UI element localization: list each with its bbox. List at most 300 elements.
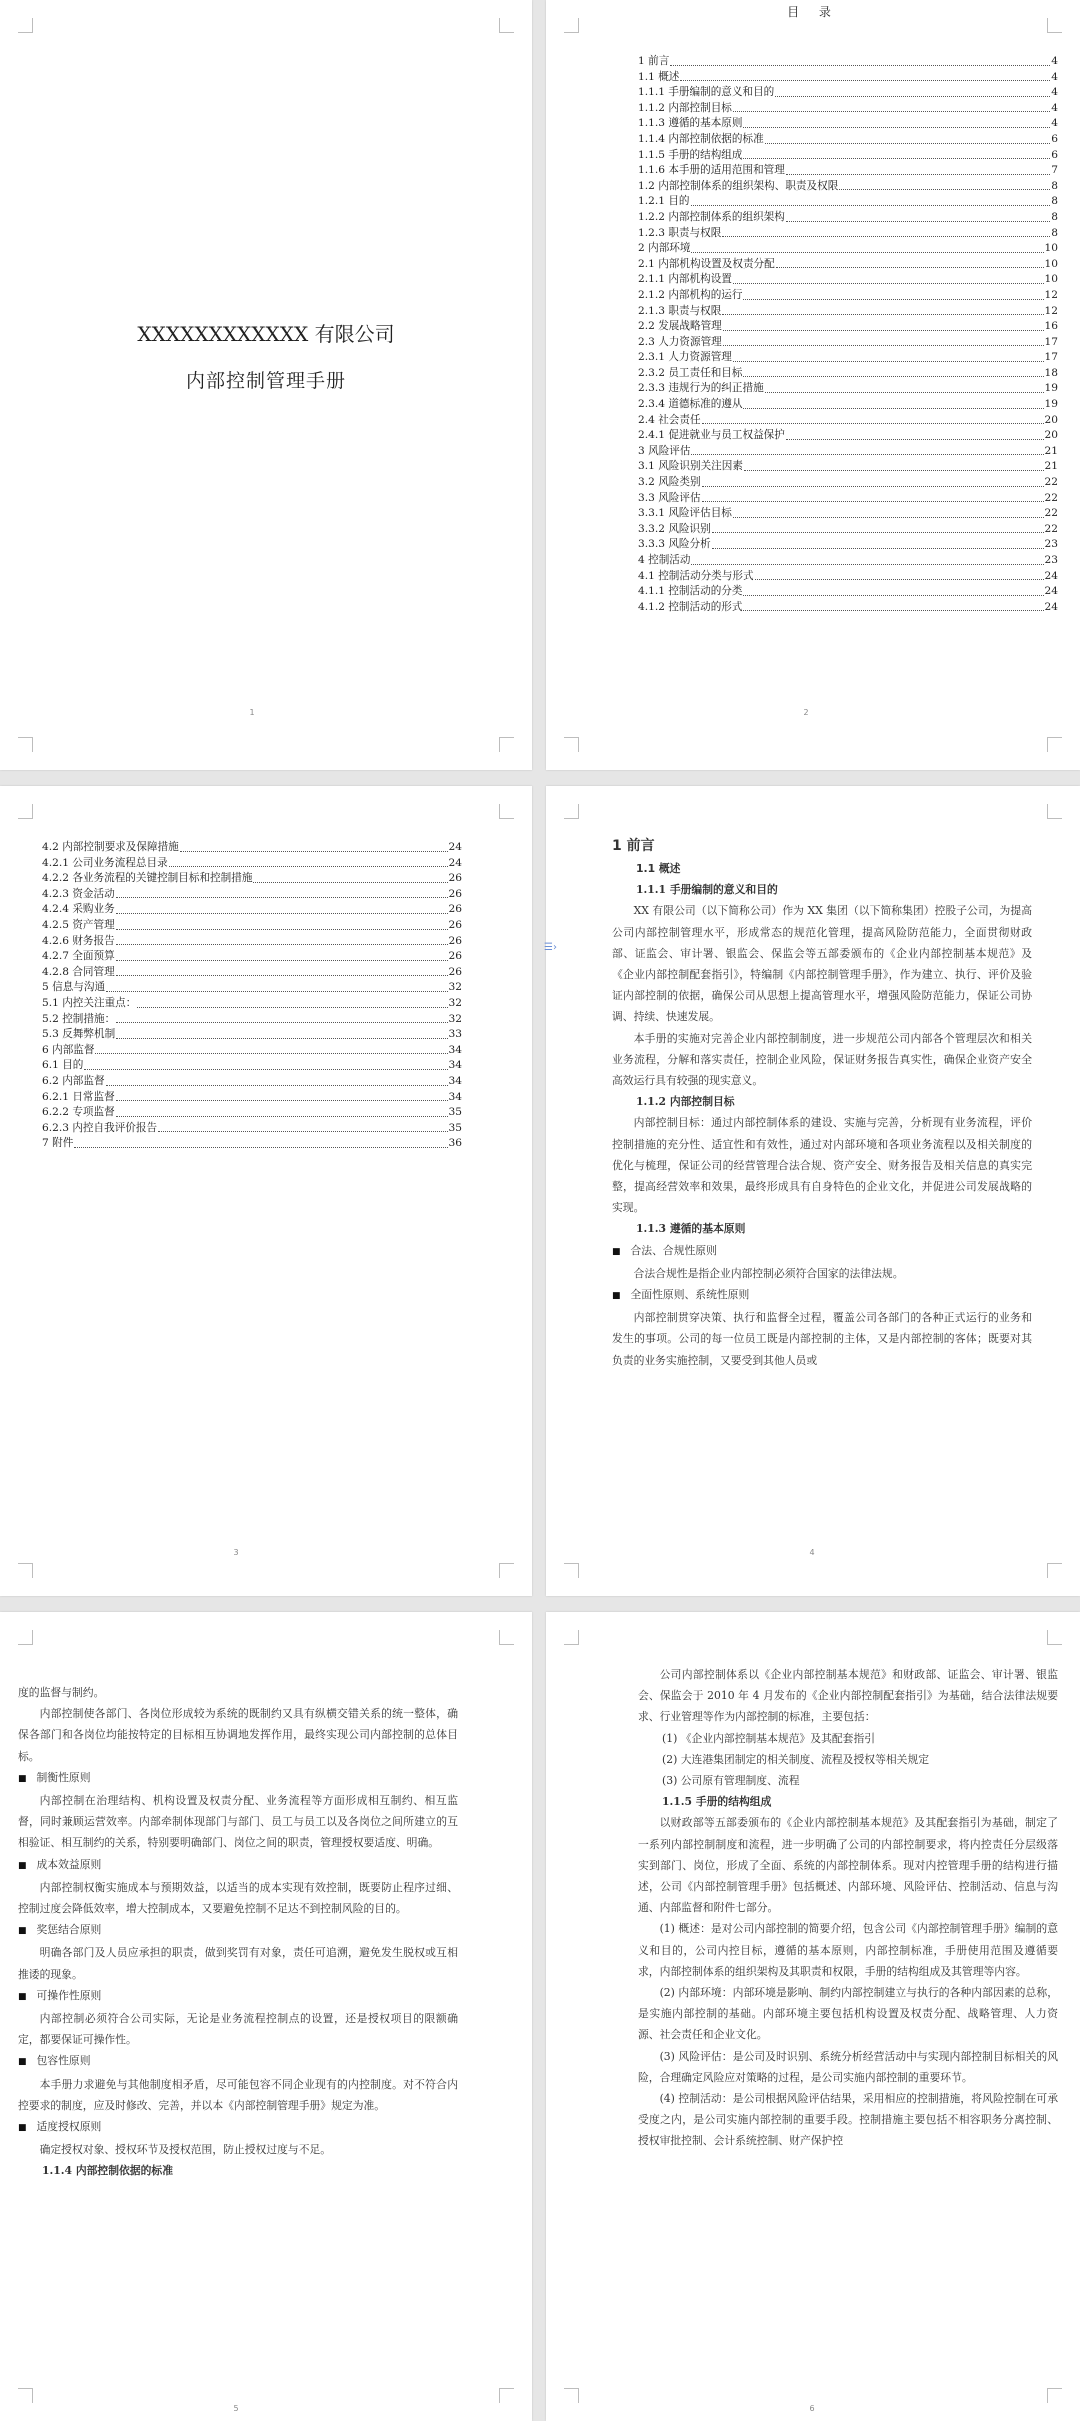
toc-entry-title: 4.2.8 合同管理 (42, 965, 115, 978)
toc-leader-dots (670, 54, 1050, 66)
toc-entry-title: 1 前言 (638, 55, 670, 67)
toc-entry-title: 1.1.3 遵循的基本原则 (638, 117, 743, 130)
toc-leader-dots (702, 491, 1044, 503)
toc-entry[interactable] (638, 319, 1058, 335)
toc-entry-title: 6.1 目的 (42, 1059, 84, 1072)
toc-entry[interactable] (638, 444, 1058, 460)
toc-leader-dots (84, 1058, 447, 1070)
toc-entry[interactable] (42, 1105, 462, 1121)
toc-entry-page: 22 (1044, 476, 1058, 489)
paragraph: 明确各部门及人员应承担的职责，做到奖罚有对象，责任可追溯，避免发生脱权或互相推诿的现象。 (18, 1946, 458, 1981)
toc-entry[interactable] (42, 918, 462, 934)
bullet-item: ■ 合法、合规性原则 (612, 1240, 1032, 1263)
paragraph: 确定授权对象、授权环节及授权范围，防止授权过度与不足。 (39, 2143, 332, 2157)
subsection-heading: 1.1.3 遵循的基本原则 (636, 1222, 746, 1236)
crop-mark (1047, 737, 1062, 752)
page-number: 3 (233, 1548, 239, 1557)
paragraph: 内部控制在治理结构、机构设置及权责分配、业务流程等方面形成相互制约、相互监督，同时兼顾运营效率。内部牵制体现部门与部门、员工与员工以及各岗位之间所建立的互相验证、相互制约的关系，特别要明确部门、岗位之间的职责，管理授权要适度、明确。 (18, 1794, 458, 1850)
subsection-heading: 1.1.1 手册编制的意义和目的 (636, 883, 778, 897)
list-item: (2) 大连港集团制定的相关制度、流程及授权等相关规定 (662, 1752, 930, 1766)
toc-leader-dots (722, 304, 1043, 316)
toc-leader-dots (702, 413, 1044, 425)
toc-leader-dots (702, 475, 1044, 487)
toc-list (42, 840, 462, 1152)
subsection-heading: 1.1.2 内部控制目标 (636, 1095, 735, 1109)
toc-entry[interactable] (638, 163, 1058, 179)
toc-entry[interactable] (42, 1058, 462, 1074)
toc-entry-title: 2.3.2 员工责任和目标 (638, 366, 743, 379)
toc-entry-title: 3 风险评估 (638, 444, 691, 457)
paragraph: 内部控制贯穿决策、执行和监督全过程，覆盖公司各部门的各种正式运行的业务和发生的事项。公司的每一位员工既是内部控制的主体，又是内部控制的客体；既要对其负责的业务实施控制，又要受到其他人员或 (612, 1311, 1032, 1367)
crop-mark (1047, 804, 1062, 819)
toc-entry-page: 7 (1051, 164, 1058, 177)
page-4-preface (546, 786, 1080, 1596)
paragraph: 度的监督与制约。 (18, 1686, 105, 1699)
toc-entry[interactable] (638, 413, 1058, 429)
toc-entry[interactable] (638, 241, 1058, 257)
paragraph: (4) 控制活动：是公司根据风险评估结果，采用相应的控制措施，将风险控制在可承受度之内，是公司实施内部控制的重要手段。控制措施主要包括不相容职务分离控制、授权审批控制、会计系统控制、财产保护控 (638, 2092, 1058, 2148)
toc-entry-title: 7 附件 (42, 1137, 74, 1150)
toc-entry[interactable] (42, 871, 462, 887)
toc-entry[interactable] (638, 600, 1058, 616)
toc-entry-title: 2.1 内部机构设置及权责分配 (638, 257, 775, 270)
paragraph: 公司内部控制体系以《企业内部控制基本规范》和财政部、证监会、审计署、银监会、保监会于 2010 年 4 月发布的《企业内部控制配套指引》为基础，结合法律法规要求、行业管理等作为内部控制的标准，主要包括： (638, 1668, 1058, 1724)
toc-entry-page: 6 (1051, 148, 1058, 161)
toc-entry-page: 10 (1044, 273, 1058, 286)
toc-entry[interactable] (42, 1136, 462, 1152)
toc-entry-page: 34 (448, 1074, 462, 1087)
toc-entry[interactable] (638, 350, 1058, 366)
toc-entry-title: 1.1.1 手册编制的意义和目的 (638, 86, 775, 99)
toc-entry-title: 2.4.1 促进就业与员工权益保护 (638, 429, 785, 442)
toc-entry-page: 24 (448, 856, 462, 869)
toc-entry-title: 2.1.1 内部机构设置 (638, 273, 732, 286)
toc-entry-page: 4 (1051, 117, 1058, 130)
toc-entry-title: 4.2.3 资金活动 (42, 887, 115, 900)
toc-leader-dots (180, 840, 448, 852)
toc-entry-title: 6.2 内部监督 (42, 1074, 105, 1087)
toc-leader-dots (691, 553, 1043, 565)
toc-entry-page: 12 (1044, 288, 1058, 301)
toc-entry-title: 2.4 社会责任 (638, 413, 701, 426)
toc-entry[interactable] (638, 226, 1058, 242)
toc-entry-title: 4 控制活动 (638, 554, 691, 566)
toc-entry[interactable] (638, 116, 1058, 132)
toc-leader-dots (116, 934, 448, 946)
toc-entry[interactable] (42, 1012, 462, 1028)
toc-entry-title: 3.1 风险识别关注因素 (638, 460, 743, 473)
page-3-toc (0, 786, 532, 1596)
toc-entry-page: 19 (1044, 398, 1058, 411)
bullet-item: ■ 包容性原则 (18, 2050, 458, 2073)
crop-mark (1047, 18, 1062, 33)
toc-leader-dots (743, 148, 1050, 160)
toc-entry-page: 34 (448, 1059, 462, 1072)
bullet-item: ■ 适度授权原则 (18, 2116, 458, 2139)
toc-leader-dots (691, 444, 1043, 456)
toc-leader-dots (755, 569, 1044, 581)
page-body (638, 1664, 1058, 2152)
toc-entry-page: 18 (1044, 366, 1058, 379)
toc-leader-dots (775, 85, 1050, 97)
toc-entry[interactable] (638, 335, 1058, 351)
toc-entry-page: 24 (448, 841, 462, 853)
page-body (18, 1682, 458, 2182)
toc-leader-dots (743, 116, 1050, 128)
toc-entry-page: 8 (1051, 226, 1058, 239)
toc-leader-dots (116, 949, 448, 961)
toc-entry[interactable] (638, 70, 1058, 86)
toc-entry-page: 26 (448, 872, 462, 885)
toc-heading: 目 录 (787, 5, 839, 19)
page-number: 6 (809, 2404, 815, 2413)
page-1-cover (0, 0, 532, 770)
toc-leader-dots (743, 584, 1043, 596)
toc-entry[interactable] (638, 584, 1058, 600)
crop-mark (499, 1563, 514, 1578)
toc-entry-page: 23 (1044, 538, 1058, 551)
crop-mark (18, 1563, 33, 1578)
toc-entry[interactable] (42, 934, 462, 950)
toc-entry[interactable] (42, 887, 462, 903)
toc-entry[interactable] (638, 304, 1058, 320)
toc-entry-page: 4 (1051, 55, 1058, 67)
toc-entry-page: 35 (448, 1121, 462, 1134)
toc-entry-title: 3.3.1 风险评估目标 (638, 507, 732, 520)
crop-mark (564, 1630, 579, 1645)
crop-mark (18, 2388, 33, 2403)
bullet-item: ■ 可操作性原则 (18, 1985, 458, 2008)
toc-entry-page: 26 (448, 918, 462, 931)
toc-entry[interactable] (638, 428, 1058, 444)
toc-entry-title: 1.2.1 目的 (638, 195, 690, 208)
toc-leader-dots (691, 194, 1051, 206)
toc-leader-dots (786, 428, 1044, 440)
toc-leader-dots (116, 1027, 447, 1039)
toc-entry[interactable] (638, 132, 1058, 148)
toc-entry[interactable] (638, 537, 1058, 553)
crop-mark (564, 804, 579, 819)
toc-entry-page: 26 (448, 887, 462, 900)
toc-leader-dots (743, 397, 1043, 409)
toc-entry[interactable] (638, 179, 1058, 195)
bullet-item: ■ 奖惩结合原则 (18, 1919, 458, 1942)
crop-mark (564, 18, 579, 33)
crop-mark (499, 1630, 514, 1645)
toc-entry[interactable] (638, 553, 1058, 569)
toc-entry-page: 21 (1044, 460, 1058, 473)
toc-leader-dots (743, 600, 1043, 612)
toc-entry[interactable] (638, 210, 1058, 226)
toc-entry-title: 4.2.1 公司业务流程总目录 (42, 856, 168, 869)
toc-entry-title: 6.2.1 日常监督 (42, 1090, 115, 1103)
toc-leader-dots (722, 226, 1050, 238)
paragraph: 合法合规性是指企业内部控制必须符合国家的法律法规。 (633, 1266, 904, 1280)
crop-mark (564, 2388, 579, 2403)
toc-entry[interactable] (638, 148, 1058, 164)
toc-leader-dots (733, 350, 1044, 362)
crop-mark (1047, 1563, 1062, 1578)
toc-entry-title: 2.1.2 内部机构的运行 (638, 288, 743, 301)
toc-leader-dots (776, 257, 1044, 269)
chapter-heading: 1 前言 (612, 838, 655, 854)
page-number: 5 (233, 2404, 239, 2413)
crop-mark (499, 2388, 514, 2403)
toc-entry-page: 8 (1051, 179, 1058, 192)
toc-entry-title: 4.2.5 资产管理 (42, 918, 115, 931)
toc-entry[interactable] (638, 569, 1058, 585)
toc-entry[interactable] (42, 840, 462, 856)
toc-entry-title: 4.2.7 全面预算 (42, 950, 115, 963)
crop-mark (499, 737, 514, 752)
toc-entry-title: 6.2.2 专项监督 (42, 1106, 115, 1119)
manual-title: 内部控制管理手册 (185, 370, 346, 392)
toc-entry-title: 3.3.2 风险识别 (638, 522, 711, 535)
toc-entry[interactable] (638, 194, 1058, 210)
toc-leader-dots (723, 319, 1044, 331)
toc-entry[interactable] (42, 996, 462, 1012)
toc-entry[interactable] (42, 1043, 462, 1059)
toc-leader-dots (743, 366, 1043, 378)
toc-entry[interactable] (42, 1121, 462, 1137)
page-number: 4 (809, 1548, 815, 1557)
toc-entry-page: 4 (1051, 86, 1058, 99)
toc-leader-dots (680, 70, 1050, 82)
toc-entry-page: 22 (1044, 522, 1058, 535)
company-name: XXXXXXXXXXXX 有限公司 (137, 322, 395, 346)
bullet-item: ■ 全面性原则、系统性原则 (612, 1284, 1032, 1307)
toc-leader-dots (712, 537, 1044, 549)
toc-leader-dots (786, 163, 1050, 175)
toc-entry-title: 1.2 内部控制体系的组织架构、职责及权限 (638, 179, 839, 192)
toc-entry-page: 8 (1051, 195, 1058, 208)
toc-entry[interactable] (638, 491, 1058, 507)
toc-entry-page: 6 (1051, 132, 1058, 145)
toc-leader-dots (116, 902, 448, 914)
toc-leader-dots (839, 179, 1050, 191)
toc-leader-dots (137, 996, 447, 1008)
toc-entry-page: 8 (1051, 210, 1058, 223)
subsection-heading: 1.1.5 手册的结构组成 (662, 1795, 772, 1809)
toc-entry-title: 5.1 内控关注重点： (42, 996, 137, 1009)
toc-entry-page: 16 (1044, 320, 1058, 333)
page-6-structure (546, 1612, 1080, 2421)
toc-entry[interactable] (42, 1027, 462, 1043)
toc-entry-page: 26 (448, 965, 462, 978)
toc-entry-page: 17 (1044, 351, 1058, 364)
toc-entry-title: 2.3.1 人力资源管理 (638, 351, 732, 364)
toc-entry-title: 2.3.3 违规行为的纠正措施 (638, 382, 764, 395)
crop-mark (1047, 1630, 1062, 1645)
toc-entry[interactable] (42, 902, 462, 918)
toc-entry-title: 3.3 风险评估 (638, 491, 701, 504)
toc-entry[interactable] (638, 101, 1058, 117)
toc-entry-page: 32 (448, 981, 462, 994)
paragraph: 内部控制权衡实施成本与预期效益，以适当的成本实现有效控制，既要防止程序过细、控制过度会降低效率，增大控制成本，又要避免控制不足达不到控制风险的目的。 (18, 1880, 458, 1916)
crop-mark (18, 804, 33, 819)
toc-entry-page: 24 (1044, 585, 1058, 598)
bullet-item: ■ 制衡性原则 (18, 1767, 458, 1790)
toc-entry-title: 4.1 控制活动分类与形式 (638, 569, 754, 582)
paragraph: (2) 内部环境：内部环境是影响、制约内部控制建立与执行的各种内部因素的总称，是实施内部控制的基础。内部环境主要包括机构设置及权责分配、战略管理、人力资源、社会责任和企业文化。 (638, 1986, 1058, 2042)
toc-entry[interactable] (42, 1074, 462, 1090)
list-item: (1) 《企业内部控制基本规范》及其配套指引 (662, 1731, 876, 1745)
toc-entry-page: 24 (1044, 600, 1058, 613)
comment-marker-icon[interactable]: ☰› (544, 942, 557, 953)
toc-entry-page: 36 (448, 1137, 462, 1150)
toc-entry[interactable] (638, 85, 1058, 101)
toc-entry[interactable] (638, 459, 1058, 475)
paragraph: XX 有限公司（以下简称公司）作为 XX 集团（以下简称集团）控股子公司，为提高公司内部控制管理水平，形成常态的规范化管理，提高风险防范能力，全面贯彻财政部、证监会、审计署、银监会、保监会等五部委颁布的《企业内部控制基本规范》及《企业内部控制配套指引》，特编制《内部控制管理手册》，作为建立、执行、评价及验证内部控制的依据，确保公司从思想上提高管理水平，增强风险防范能力，保证公司协调、持续、快速发展。 (612, 904, 1032, 1024)
toc-entry[interactable] (638, 257, 1058, 273)
toc-entry-title: 6.2.3 内控自我评价报告 (42, 1121, 158, 1134)
toc-leader-dots (116, 918, 448, 930)
page-body (612, 834, 1032, 1371)
toc-entry-title: 4.1.2 控制活动的形式 (638, 600, 743, 613)
toc-entry-title: 3.2 风险类别 (638, 476, 701, 489)
toc-entry[interactable] (42, 949, 462, 965)
toc-entry-title: 1.2.2 内部控制体系的组织架构 (638, 210, 785, 223)
page-5-principles (0, 1612, 532, 2421)
toc-entry-page: 32 (448, 996, 462, 1009)
toc-leader-dots (158, 1121, 447, 1133)
paragraph: 内部控制目标：通过内部控制体系的建设、实施与完善，分析现有业务流程，评价控制措施的充分性、适宜性和有效性，通过对内部环境和各项业务流程以及相关制度的优化与梳理，保证公司的经营管理合法合规、资产安全、财务报告及相关信息的真实完整，提高经营效率和效果，最终形成具有自身特色的企业文化，并促进公司发展战略的实现。 (612, 1116, 1032, 1215)
crop-mark (18, 18, 33, 33)
paragraph: 本手册的实施对完善企业内部控制制度，进一步规范公司内部各个管理层次和相关业务流程，分解和落实责任，控制企业风险，保证财务报告真实性，确保企业资产安全高效运行具有较强的现实意义。 (612, 1031, 1032, 1088)
toc-leader-dots (74, 1136, 447, 1148)
toc-entry-page: 23 (1044, 554, 1058, 566)
bullet-item: ■ 成本效益原则 (18, 1854, 458, 1877)
toc-entry-page: 4 (1051, 70, 1058, 83)
toc-entry[interactable] (638, 397, 1058, 413)
toc-entry-title: 2.1.3 职责与权限 (638, 304, 722, 317)
toc-leader-dots (95, 1043, 447, 1055)
toc-entry-page: 34 (448, 1090, 462, 1103)
toc-entry-title: 2 内部环境 (638, 242, 691, 255)
toc-entry[interactable] (638, 366, 1058, 382)
toc-entry-page: 26 (448, 950, 462, 963)
toc-entry-title: 1.1.2 内部控制目标 (638, 101, 732, 114)
toc-entry-title: 6 内部监督 (42, 1043, 95, 1056)
toc-entry-title: 1.1.5 手册的结构组成 (638, 148, 743, 161)
toc-entry-title: 1.1.4 内部控制依据的标准 (638, 132, 764, 145)
paragraph: 本手册力求避免与其他制度相矛盾，尽可能包容不同企业现有的内控制度。对不符合内控要求的制度，应及时修改、完善，并以本《内部控制管理手册》规定为准。 (18, 2077, 458, 2112)
toc-entry-title: 5.3 反舞弊机制 (42, 1028, 116, 1041)
list-item: (3) 公司原有管理制度、流程 (662, 1774, 800, 1788)
toc-entry-title: 4.2.2 各业务流程的关键控制目标和控制措施 (42, 872, 253, 885)
toc-entry-page: 12 (1044, 304, 1058, 317)
toc-entry-page: 21 (1044, 444, 1058, 457)
paragraph: 内部控制必须符合公司实际，无论是业务流程控制点的设置，还是授权项目的限额确定，都要保证可操作性。 (18, 2012, 458, 2047)
toc-entry-title: 4.2.6 财务报告 (42, 934, 115, 947)
toc-entry[interactable] (42, 965, 462, 981)
toc-leader-dots (765, 381, 1044, 393)
paragraph: (3) 风险评估：是公司及时识别、系统分析经营活动中与实现内部控制目标相关的风险，合理确定风险应对策略的过程，是公司实施内部控制的重要环节。 (638, 2049, 1058, 2084)
toc-leader-dots (253, 871, 447, 883)
toc-entry[interactable] (638, 522, 1058, 538)
toc-entry[interactable] (42, 1090, 462, 1106)
toc-entry-title: 5 信息与沟通 (42, 981, 106, 994)
section-heading: 1.1 概述 (636, 862, 681, 875)
toc-entry-title: 1.2.3 职责与权限 (638, 226, 722, 239)
toc-leader-dots (712, 522, 1044, 534)
toc-entry-page: 26 (448, 903, 462, 916)
toc-entry-page: 33 (448, 1028, 462, 1041)
crop-mark (1047, 2388, 1062, 2403)
page-number: 2 (803, 708, 809, 717)
toc-leader-dots (733, 101, 1050, 113)
toc-leader-dots (116, 887, 448, 899)
toc-entry[interactable] (638, 381, 1058, 397)
toc-entry-page: 17 (1044, 335, 1058, 348)
toc-entry[interactable] (638, 506, 1058, 522)
toc-entry-page: 32 (448, 1012, 462, 1025)
toc-leader-dots (733, 272, 1044, 284)
toc-entry-page: 10 (1044, 242, 1058, 255)
crop-mark (564, 1563, 579, 1578)
toc-leader-dots (691, 241, 1043, 253)
toc-entry-title: 4.2.4 采购业务 (42, 903, 115, 916)
toc-entry-title: 4.1.1 控制活动的分类 (638, 585, 743, 598)
toc-leader-dots (116, 965, 448, 977)
paragraph: 内部控制使各部门、各岗位形成较为系统的既制约又具有纵横交错关系的统一整体，确保各部门和各岗位均能按特定的目标相互协调地发挥作用，最终实现公司内部控制的总体目标。 (18, 1707, 458, 1763)
subsection-heading: 1.1.4 内部控制依据的标准 (42, 2164, 173, 2178)
crop-mark (18, 737, 33, 752)
toc-leader-dots (169, 856, 448, 868)
toc-entry-title: 1.1.6 本手册的适用范围和管理 (638, 164, 785, 177)
crop-mark (18, 1630, 33, 1645)
toc-leader-dots (765, 132, 1051, 144)
toc-leader-dots (744, 459, 1044, 471)
toc-entry[interactable] (638, 272, 1058, 288)
toc-leader-dots (723, 335, 1044, 347)
toc-leader-dots (733, 506, 1044, 518)
toc-entry[interactable] (638, 475, 1058, 491)
toc-entry[interactable] (42, 856, 462, 872)
toc-entry-page: 20 (1044, 413, 1058, 426)
toc-entry-page: 35 (448, 1106, 462, 1119)
toc-entry-page: 24 (1044, 569, 1058, 582)
page-2-toc (546, 0, 1080, 770)
toc-entry-page: 26 (448, 934, 462, 947)
toc-list (638, 54, 1058, 615)
toc-entry-title: 4.2 内部控制要求及保障措施 (42, 841, 179, 853)
toc-entry-page: 10 (1044, 257, 1058, 270)
toc-entry-title: 2.3 人力资源管理 (638, 335, 722, 348)
toc-leader-dots (106, 1074, 448, 1086)
toc-entry[interactable] (42, 980, 462, 996)
toc-entry-page: 22 (1044, 491, 1058, 504)
crop-mark (499, 18, 514, 33)
toc-entry-page: 34 (448, 1043, 462, 1056)
crop-mark (499, 804, 514, 819)
toc-entry-page: 19 (1044, 382, 1058, 395)
toc-entry[interactable] (638, 288, 1058, 304)
toc-entry-page: 20 (1044, 429, 1058, 442)
toc-leader-dots (116, 1105, 448, 1117)
toc-leader-dots (116, 1012, 447, 1024)
toc-entry-title: 2.3.4 道德标准的遵从 (638, 398, 743, 411)
paragraph: (1) 概述：是对公司内部控制的简要介绍，包含公司《内部控制管理手册》编制的意义和目的，公司内控目标，遵循的基本原则，内部控制标准，手册使用范围及遵循要求，内部控制体系的组织架构及其职责和权限，手册的结构组成及其管理等内容。 (638, 1922, 1058, 1978)
toc-entry-title: 2.2 发展战略管理 (638, 320, 722, 333)
toc-leader-dots (116, 1090, 448, 1102)
toc-entry-page: 4 (1051, 101, 1058, 114)
crop-mark (564, 737, 579, 752)
toc-entry[interactable] (638, 54, 1058, 70)
paragraph: 以财政部等五部委颁布的《企业内部控制基本规范》及其配套指引为基础，制定了一系列内部控制制度和流程，进一步明确了公司的内部控制要求，将内控责任分层级落实到部门、岗位，形成了全面、系统的内部控制体系。现对内控管理手册的结构进行描述，公司《内部控制管理手册》包括概述、内部环境、风险评估、控制活动、信息与沟通、内部监督和附件七部分。 (638, 1816, 1058, 1915)
toc-leader-dots (106, 980, 447, 992)
toc-entry-title: 1.1 概述 (638, 70, 680, 83)
